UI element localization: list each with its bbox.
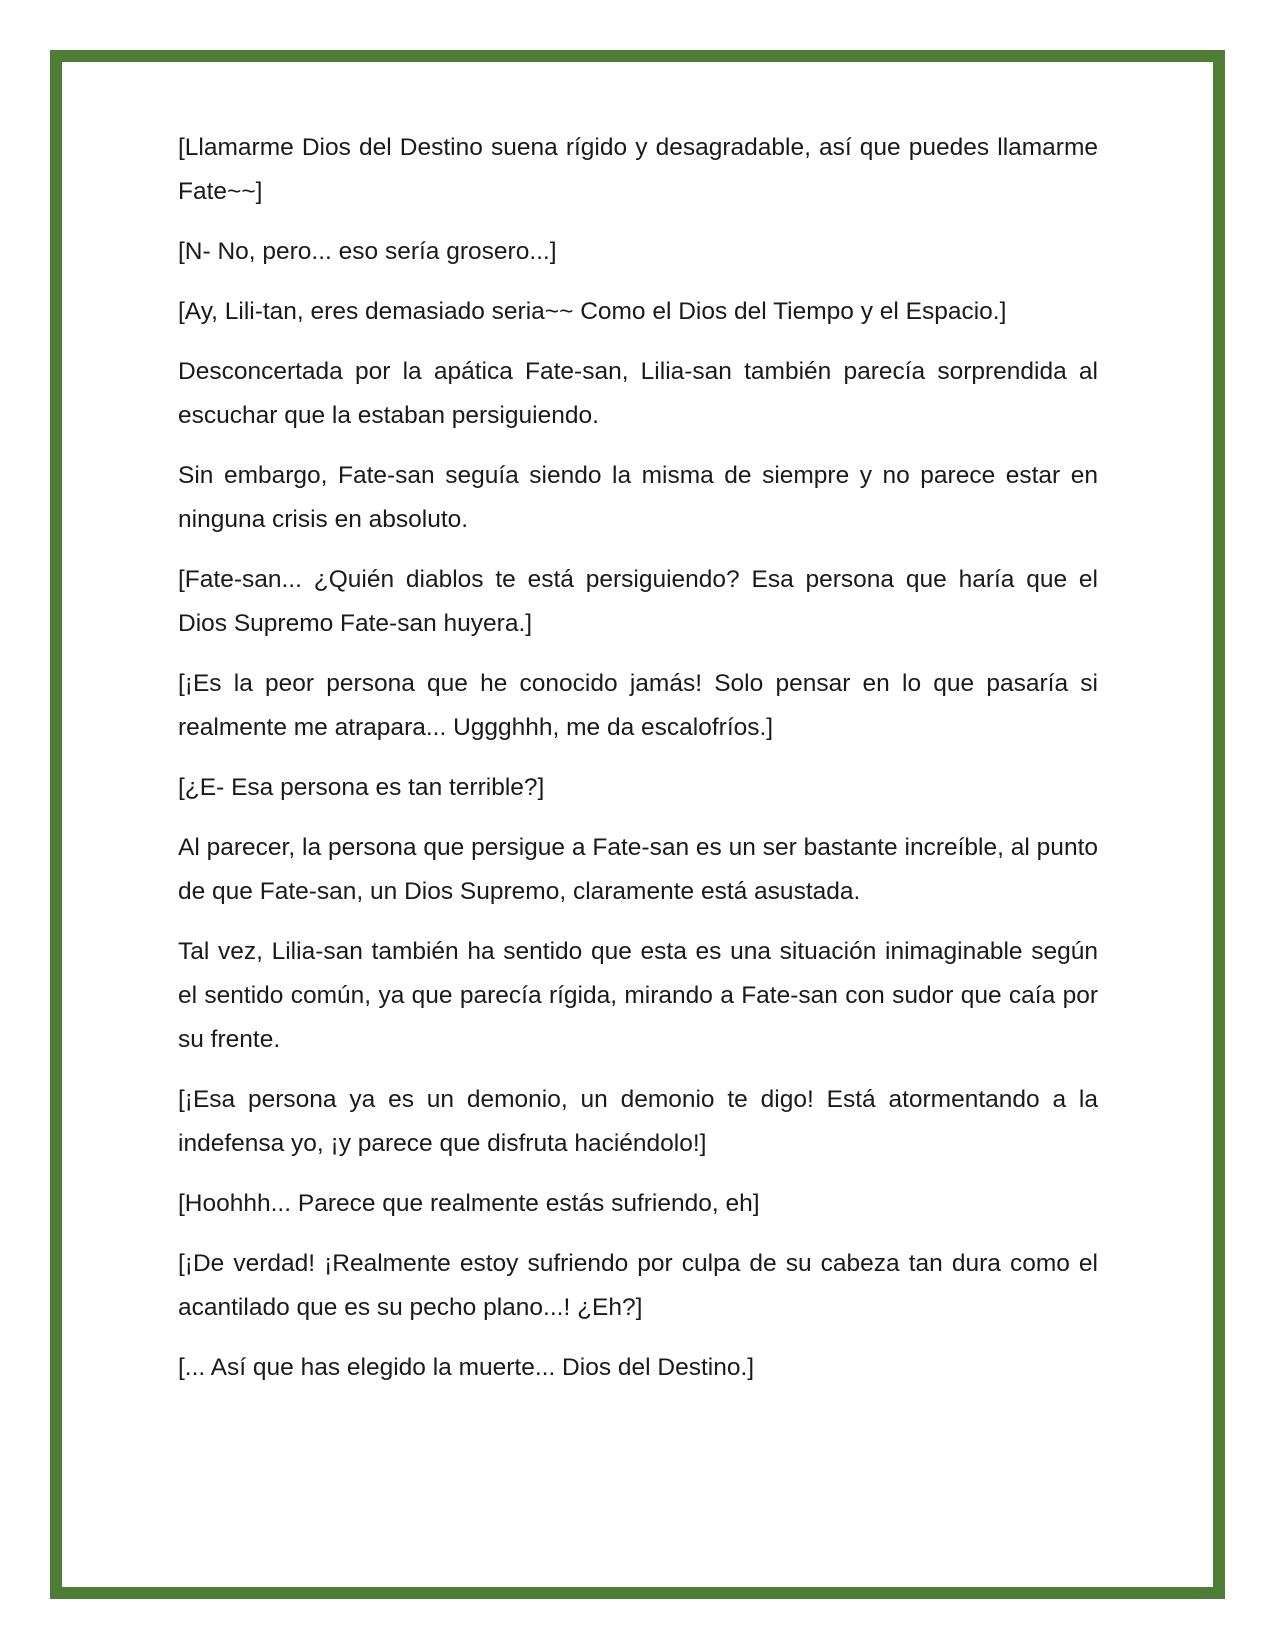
paragraph: Tal vez, Lilia-san también ha sentido que esta es una situación inimaginable según el sentido común, ya que parecía rígida, mirando a Fate-san con sudor que caía por su frente. bbox=[178, 938, 1098, 1053]
paragraph: [Llamarme Dios del Destino suena rígido y desagradable, así que puedes llamarme Fate~~] bbox=[178, 134, 1098, 205]
paragraph: [Fate-san... ¿Quién diablos te está persiguiendo? Esa persona que haría que el Dios Supremo Fate-san huyera.] bbox=[178, 566, 1098, 637]
paragraph: Sin embargo, Fate-san seguía siendo la misma de siempre y no parece estar en ninguna crisis en absoluto. bbox=[178, 462, 1098, 533]
paragraph: [¡Esa persona ya es un demonio, un demonio te digo! Está atormentando a la indefensa yo, ¡y parece que disfruta haciéndolo!] bbox=[178, 1086, 1098, 1157]
document-body bbox=[178, 126, 1098, 1406]
paragraph: [¡De verdad! ¡Realmente estoy sufriendo por culpa de su cabeza tan dura como el acantilado que es su pecho plano...! ¿Eh?] bbox=[178, 1250, 1098, 1321]
paragraph: [Ay, Lili-tan, eres demasiado seria~~ Como el Dios del Tiempo y el Espacio.] bbox=[178, 298, 1007, 325]
paragraph: [¿E- Esa persona es tan terrible?] bbox=[178, 774, 545, 801]
paragraph: [¡Es la peor persona que he conocido jamás! Solo pensar en lo que pasaría si realmente me atrapara... Uggghhh, me da escalofríos.] bbox=[178, 670, 1098, 741]
paragraph: [N- No, pero... eso sería grosero...] bbox=[178, 238, 557, 265]
paragraph: [... Así que has elegido la muerte... Dios del Destino.] bbox=[178, 1354, 755, 1381]
paragraph: [Hoohhh... Parece que realmente estás sufriendo, eh] bbox=[178, 1190, 760, 1217]
paragraph: Desconcertada por la apática Fate-san, Lilia-san también parecía sorprendida al escuchar que la estaban persiguiendo. bbox=[178, 358, 1098, 429]
paragraph: Al parecer, la persona que persigue a Fate-san es un ser bastante increíble, al punto de que Fate-san, un Dios Supremo, claramente está asustada. bbox=[178, 834, 1098, 905]
